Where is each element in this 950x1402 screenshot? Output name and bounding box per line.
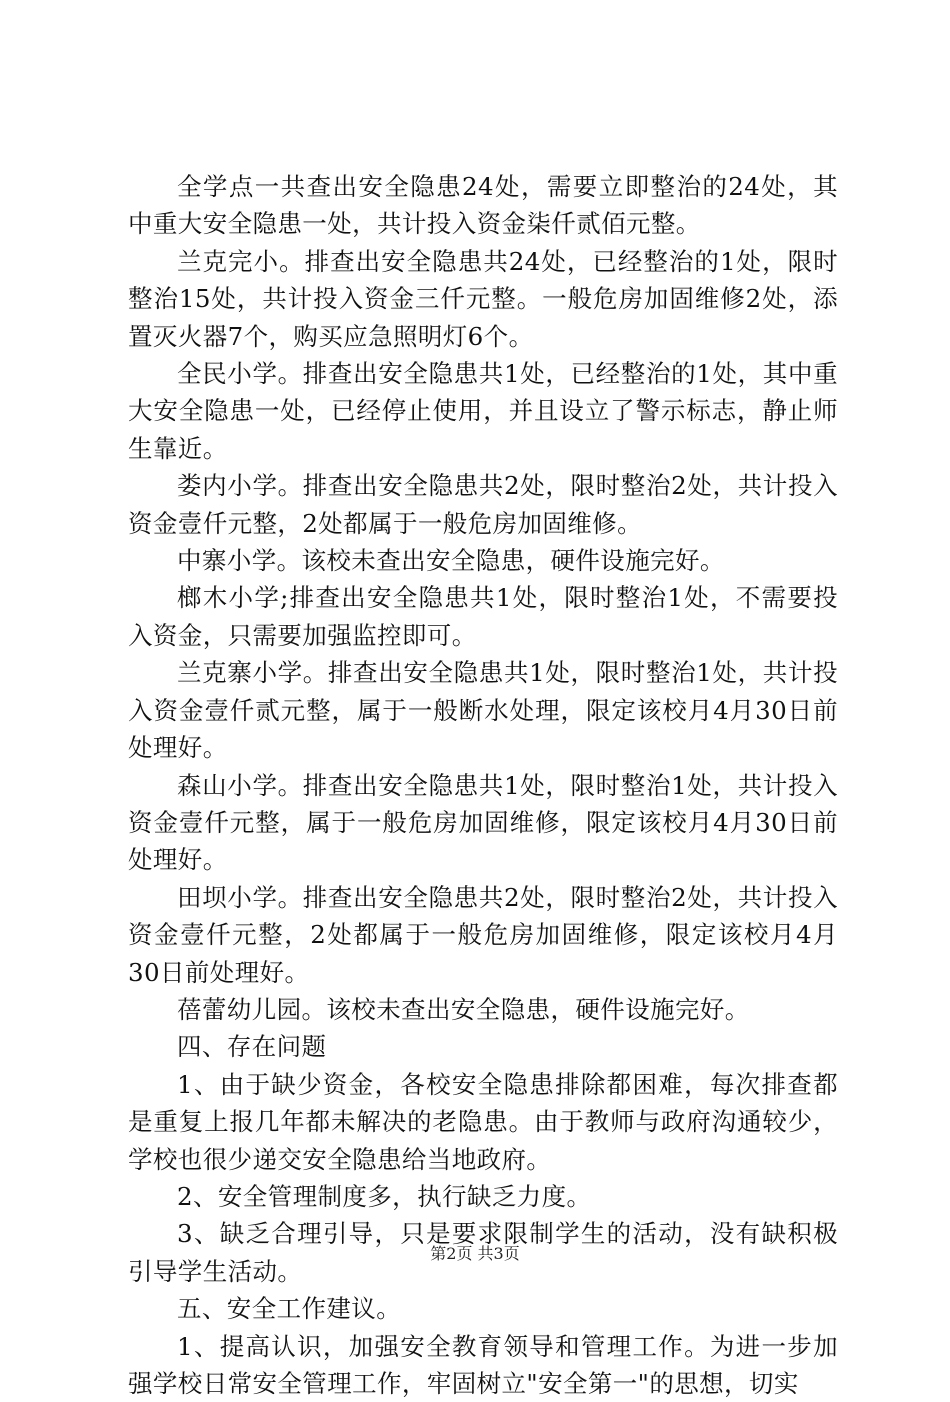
paragraph-summary: 全学点一共查出安全隐患24处，需要立即整治的24处，其中重大安全隐患一处，共计投入资金柒仟贰佰元整。 [128,172,838,239]
paragraph-senshan-school: 森山小学。排查出安全隐患共1处，限时整治1处，共计投入资金壹仟元整，属于一般危房加固维修，限定该校月4月30日前处理好。 [128,770,838,875]
paragraph-tianba-school: 田坝小学。排查出安全隐患共2处，限时整治2处，共计投入资金壹仟元整，2处都属于一般危房加固维修，限定该校月4月30日前处理好。 [128,882,838,987]
paragraph-problem-1: 1、由于缺少资金，各校安全隐患排除都困难，每次排查都是重复上报几年都未解决的老隐患。由于教师与政府沟通较少，学校也很少递交安全隐患给当地政府。 [128,1069,838,1174]
paragraph-lanke-wanxiao: 兰克完小。排查出安全隐患共24处，已经整治的1处，限时整治15处，共计投入资金三仟元整。一般危房加固维修2处，添置灭火器7个，购买应急照明灯6个。 [128,246,838,351]
paragraph-quanmin-school: 全民小学。排查出安全隐患共1处，已经整治的1处，其中重大安全隐患一处，已经停止使用，并且设立了警示标志，静止师生靠近。 [128,359,838,463]
paragraph-lankezhai-school: 兰克寨小学。排查出安全隐患共1处，限时整治1处，共计投入资金壹仟贰元整，属于一般断水处理，限定该校月4月30日前处理好。 [128,658,838,763]
section-heading-problems: 四、存在问题 [177,1032,327,1062]
paragraph-suggestion-1: 1、提高认识，加强安全教育领导和管理工作。为进一步加强学校日常安全管理工作，牢固树立"安全第一"的思想，切实 [128,1331,838,1398]
paragraph-beilei-kindergarten: 蓓蕾幼儿园。该校未查出安全隐患，硬件设施完好。 [177,994,750,1024]
page-footer [0,1244,950,1264]
page-number-label: 第2页 共3页 [430,1244,520,1263]
paragraph-loune-school: 娄内小学。排查出安全隐患共2处，限时整治2处，共计投入资金壹仟元整，2处都属于一般危房加固维修。 [128,471,838,538]
document-body [128,168,838,1402]
paragraph-problem-3: 3、缺乏合理引导，只是要求限制学生的活动，没有缺积极引导学生活动。 [128,1219,838,1286]
section-heading-suggestions: 五、安全工作建议。 [177,1294,402,1324]
paragraph-problem-2: 2、安全管理制度多，执行缺乏力度。 [177,1181,592,1211]
paragraph-zhongzhai-school: 中寨小学。该校未查出安全隐患，硬件设施完好。 [177,546,725,576]
paragraph-langmu-school: 榔木小学;排查出安全隐患共1处，限时整治1处，不需要投入资金，只需要加强监控即可。 [128,583,838,650]
